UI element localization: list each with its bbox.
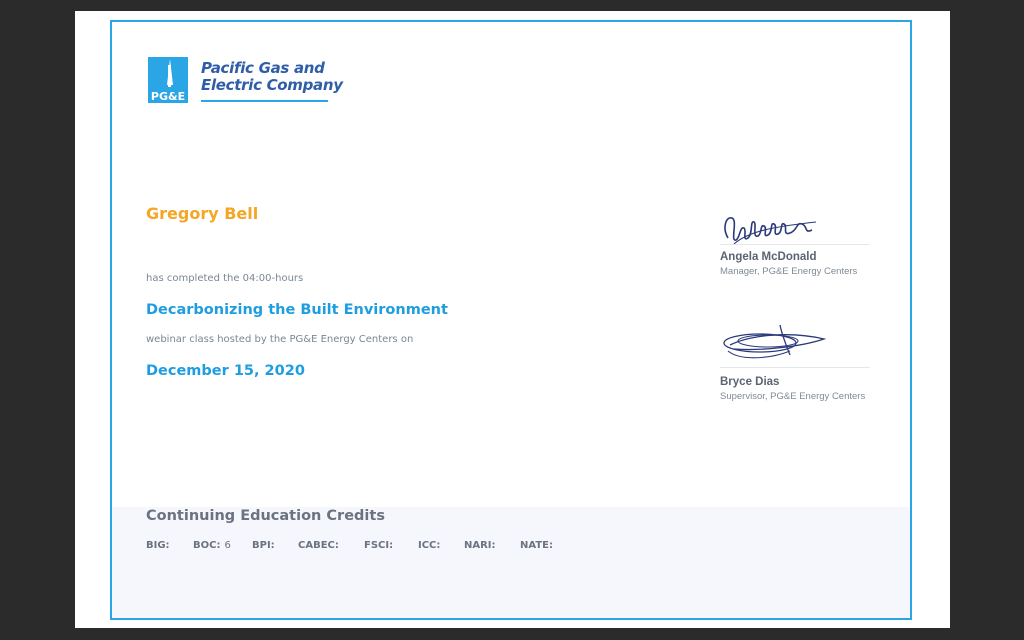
logo-underline — [201, 100, 328, 102]
credit-item — [418, 540, 444, 551]
completed-text: has completed the 04:00-hours — [146, 273, 304, 284]
recipient-name: Gregory Bell — [146, 204, 259, 223]
credit-item — [298, 540, 343, 551]
credit-item — [146, 540, 174, 551]
credit-item — [520, 540, 557, 551]
credit-item — [252, 540, 279, 551]
signer-title: Supervisor, PG&E Energy Centers — [720, 391, 866, 402]
credit-label: BIG: — [146, 540, 170, 551]
credit-label: ICC: — [418, 540, 441, 551]
signature-supervisor — [720, 321, 830, 363]
signature-line — [720, 244, 870, 245]
hosted-text: webinar class hosted by the PG&E Energy Centers on — [146, 334, 414, 345]
credit-label: BOC: — [193, 540, 221, 551]
credit-label: FSCI: — [364, 540, 394, 551]
signer-name: Bryce Dias — [720, 376, 780, 388]
credits-heading: Continuing Education Credits — [146, 508, 385, 524]
signer-name: Angela McDonald — [720, 251, 817, 263]
credit-label: NATE: — [520, 540, 553, 551]
signer-title: Manager, PG&E Energy Centers — [720, 266, 858, 277]
company-name — [201, 60, 343, 94]
credit-item — [364, 540, 397, 551]
course-title: Decarbonizing the Built Environment — [146, 302, 448, 318]
pge-logo-mark-icon — [148, 57, 188, 103]
certificate-border — [110, 20, 912, 620]
pge-logo — [148, 57, 348, 107]
completion-date: December 15, 2020 — [146, 363, 305, 379]
logo-mark-text: PG&E — [150, 90, 186, 103]
company-name-line2: Electric Company — [201, 76, 343, 94]
credit-item — [464, 540, 500, 551]
credit-label: BPI: — [252, 540, 275, 551]
credit-label: NARI: — [464, 540, 496, 551]
certificate-page — [75, 11, 950, 628]
signature-line — [720, 367, 870, 368]
credit-value: 6 — [224, 540, 231, 551]
credit-item — [193, 540, 231, 551]
credit-label: CABEC: — [298, 540, 339, 551]
company-name-line1: Pacific Gas and — [201, 59, 325, 77]
